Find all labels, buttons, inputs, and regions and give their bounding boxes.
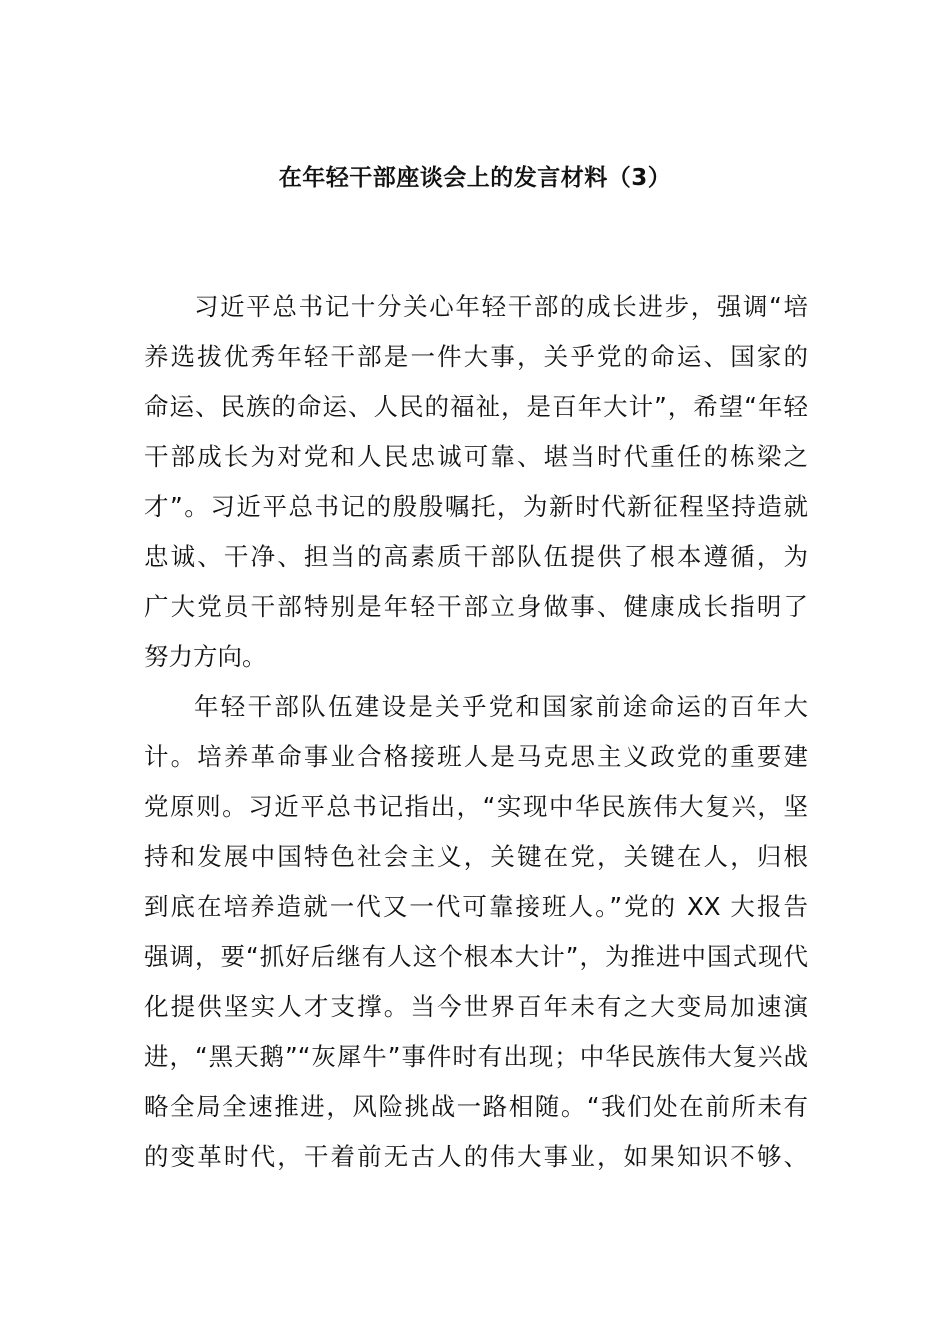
paragraph-line: 化提供坚实人才支撑。当今世界百年未有之大变局加速演 bbox=[144, 992, 808, 1021]
paragraph-line: 计。培养革命事业合格接班人是马克思主义政党的重要建 bbox=[144, 742, 808, 771]
paragraph-line: 的变革时代，干着前无古人的伟大事业，如果知识不够、 bbox=[144, 1142, 808, 1171]
paragraph-line: 养选拔优秀年轻干部是一件大事，关乎党的命运、国家的 bbox=[144, 342, 808, 371]
paragraph-1 bbox=[144, 282, 808, 682]
document-body bbox=[144, 282, 808, 1182]
paragraph-line: 持和发展中国特色社会主义，关键在党，关键在人，归根 bbox=[144, 842, 808, 871]
paragraph-line: 进，“黑天鹅”“灰犀牛”事件时有出现；中华民族伟大复兴战 bbox=[144, 1042, 808, 1071]
paragraph-line: 广大党员干部特别是年轻干部立身做事、健康成长指明了 bbox=[144, 592, 808, 621]
paragraph-line: 干部成长为对党和人民忠诚可靠、堪当时代重任的栋梁之 bbox=[144, 442, 808, 471]
paragraph-line: 忠诚、干净、担当的高素质干部队伍提供了根本遵循，为 bbox=[144, 542, 808, 571]
paragraph-line: 才”。习近平总书记的殷殷嘱托，为新时代新征程坚持造就 bbox=[144, 492, 808, 521]
paragraph-line: 党原则。习近平总书记指出，“实现中华民族伟大复兴，坚 bbox=[144, 792, 808, 821]
paragraph-line: 到底在培养造就一代又一代可靠接班人。”党的 XX 大报告 bbox=[144, 892, 808, 921]
paragraph-line: 略全局全速推进，风险挑战一路相随。“我们处在前所未有 bbox=[144, 1092, 808, 1121]
paragraph-line: 强调，要“抓好后继有人这个根本大计”，为推进中国式现代 bbox=[144, 942, 808, 971]
paragraph-line: 年轻干部队伍建设是关乎党和国家前途命运的百年大 bbox=[194, 692, 808, 721]
paragraph-line: 命运、民族的命运、人民的福祉，是百年大计”，希望“年轻 bbox=[144, 392, 808, 421]
document-title: 在年轻干部座谈会上的发言材料（3） bbox=[278, 165, 672, 191]
paragraph-line: 努力方向。 bbox=[144, 642, 267, 671]
paragraph-line: 习近平总书记十分关心年轻干部的成长进步，强调“培 bbox=[194, 292, 808, 321]
paragraph-2 bbox=[144, 682, 808, 1182]
